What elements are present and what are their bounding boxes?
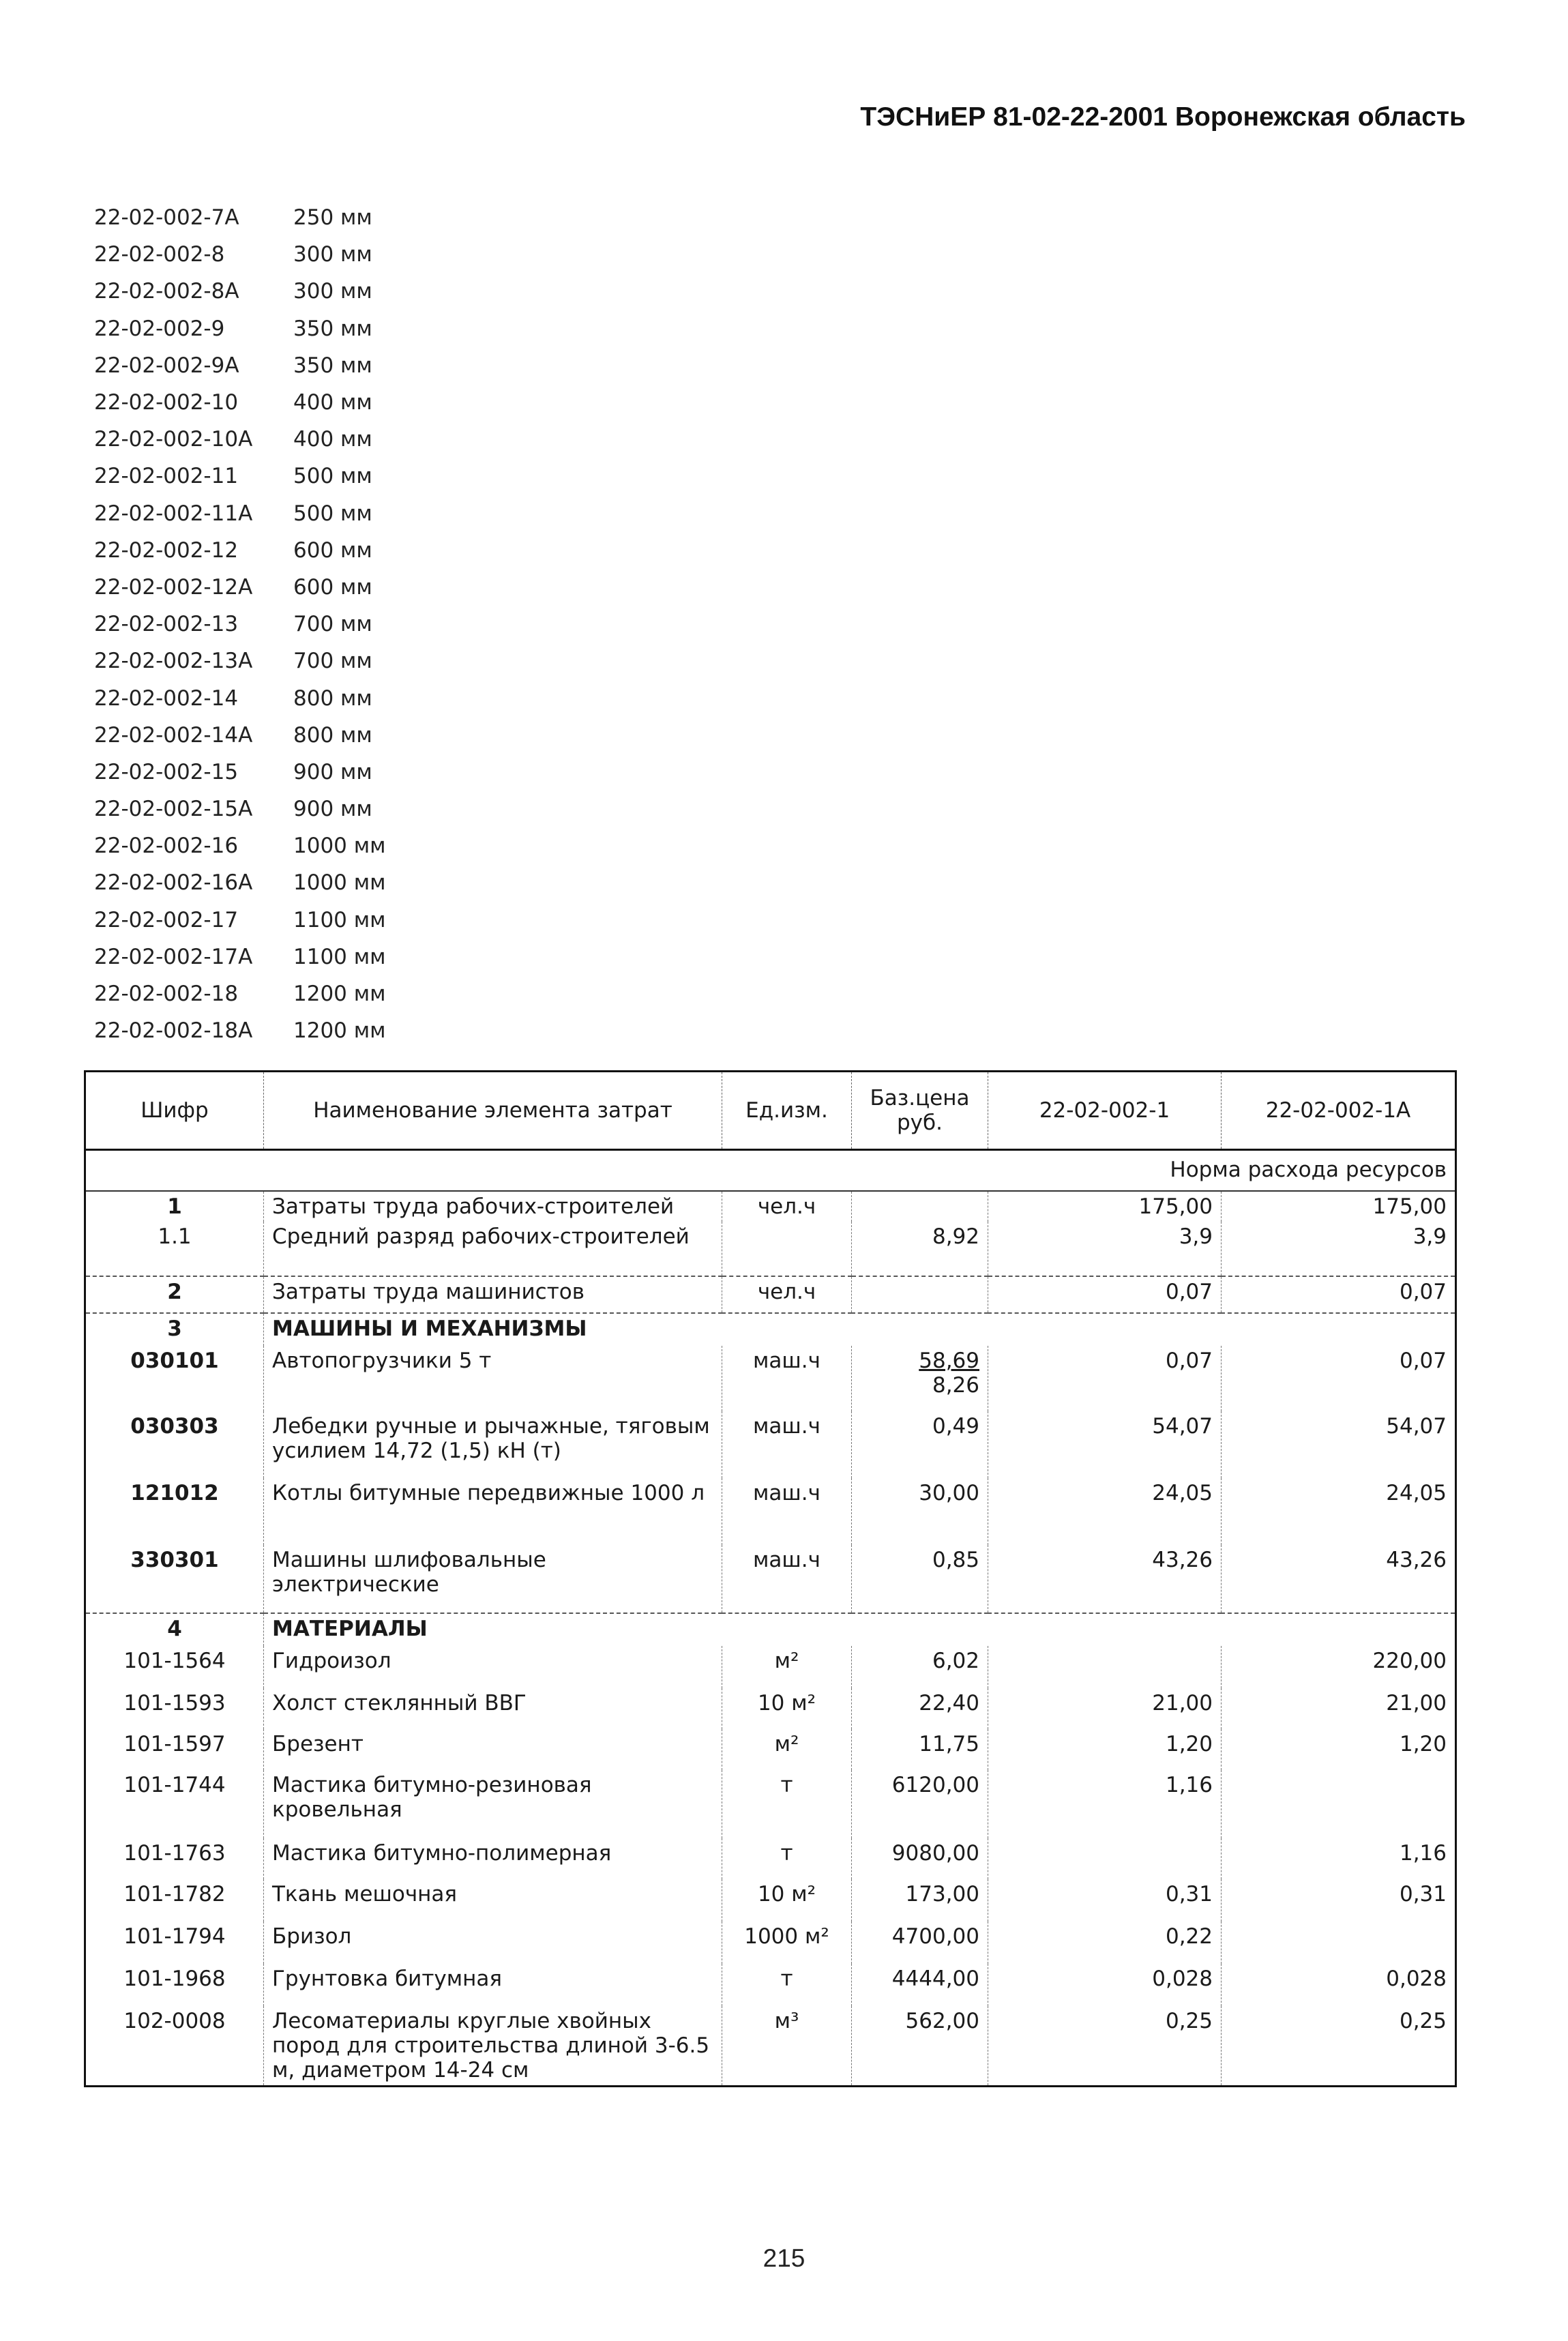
code-list-code: 22-02-002-12 [94, 538, 239, 563]
cell-value-2: 0,25 [1399, 2009, 1447, 2033]
cell-code: 3 [85, 1313, 264, 1346]
cell-unit: чел.ч [722, 1191, 852, 1222]
code-list-code: 22-02-002-16 [94, 834, 239, 859]
norm-label: Норма расхода ресурсов [85, 1150, 1456, 1192]
cell-price: 562,00 [852, 2006, 988, 2087]
cell-value-1: 3,9 [988, 1222, 1222, 1276]
header-code: Шифр [85, 1072, 264, 1150]
cell-unit: м² [722, 1646, 852, 1688]
cell-unit: 10 м² [722, 1879, 852, 1922]
cell-value-1 [988, 1838, 1222, 1879]
code-list-item [94, 606, 386, 643]
cell-value-2: 54,07 [1386, 1414, 1447, 1439]
code-list-code: 22-02-002-10 [94, 390, 239, 415]
code-list-size: 600 мм [293, 538, 372, 563]
code-list-item [94, 458, 386, 495]
code-list-item [94, 679, 386, 716]
cell-value-1: 24,05 [988, 1478, 1222, 1545]
cell-value-1: 0,22 [988, 1922, 1222, 1964]
code-list-item [94, 864, 386, 901]
cell-value-2 [1222, 1922, 1456, 1964]
cell-price: 22,40 [852, 1688, 988, 1729]
code-list-size: 400 мм [293, 427, 372, 452]
code-list-size: 500 мм [293, 464, 372, 489]
code-list-item [94, 791, 386, 827]
document-header-title: ТЭСНиЕР 81-02-22-2001 Воронежская область [860, 102, 1466, 132]
cell-section-title: МАТЕРИАЛЫ [264, 1613, 1456, 1646]
code-list-size: 300 мм [293, 279, 372, 304]
cell-price-value: 58,69 [919, 1349, 979, 1373]
table-row [85, 1411, 1456, 1478]
header-price: Баз.цена руб. [852, 1072, 988, 1150]
cell-value-1: 21,00 [988, 1688, 1222, 1729]
cell-name: Ткань мешочная [264, 1879, 722, 1922]
cell-unit: т [722, 1838, 852, 1879]
norm-label-row [85, 1150, 1456, 1192]
cell-price [852, 1191, 988, 1222]
page-number: 215 [763, 2244, 805, 2272]
cell-price [852, 1276, 988, 1313]
cell-price: 173,00 [852, 1879, 988, 1922]
code-list-item [94, 495, 386, 532]
code-list-size: 250 мм [293, 205, 372, 231]
code-list-code: 22-02-002-17А [94, 944, 253, 969]
cell-value-1: 175,00 [988, 1191, 1222, 1222]
code-list-item [94, 569, 386, 606]
cell-code: 1.1 [85, 1222, 264, 1276]
table-row [85, 2006, 1456, 2087]
cell-unit: маш.ч [722, 1411, 852, 1478]
code-list-item [94, 827, 386, 864]
cell-name: Бризол [264, 1922, 722, 1964]
cell-unit: м³ [722, 2006, 852, 2087]
code-list-size: 600 мм [293, 574, 372, 600]
cell-code: 330301 [85, 1545, 264, 1613]
code-list-code: 22-02-002-13А [94, 649, 253, 674]
code-size-list [94, 199, 386, 1049]
code-list-size: 350 мм [293, 316, 372, 341]
code-list-item [94, 347, 386, 384]
code-list-size: 1100 мм [293, 944, 386, 969]
cell-code: 101-1968 [85, 1964, 264, 2006]
cell-name: Лесоматериалы круглые хвойных пород для строительства длиной 3-6.5 м, диаметром 14-24 см [264, 2006, 722, 2087]
cell-value-2: 1,20 [1399, 1732, 1447, 1756]
code-list-size: 900 мм [293, 797, 372, 822]
cell-unit: т [722, 1964, 852, 2006]
cell-price: 8,92 [852, 1222, 988, 1276]
cell-price: 6120,00 [852, 1770, 988, 1838]
header-col1: 22-02-002-1 [988, 1072, 1222, 1150]
cell-price: 11,75 [852, 1729, 988, 1770]
code-list-size: 1200 мм [293, 1018, 386, 1044]
code-list-size: 900 мм [293, 759, 372, 784]
table-row [85, 1922, 1456, 1964]
cell-value-1: 0,25 [988, 2006, 1222, 2087]
cell-value-1: 43,26 [988, 1545, 1222, 1613]
cell-value-2: 175,00 [1372, 1194, 1447, 1219]
code-list-size: 1000 мм [293, 834, 386, 859]
code-list-item [94, 754, 386, 791]
cell-value-2: 24,05 [1386, 1481, 1447, 1505]
code-list-size: 500 мм [293, 501, 372, 526]
cell-value-2: 220,00 [1372, 1649, 1447, 1673]
code-list-code: 22-02-002-8 [94, 242, 225, 267]
table-row [85, 1964, 1456, 2006]
cell-price: 0,85 [852, 1545, 988, 1613]
code-list-code: 22-02-002-18А [94, 1018, 253, 1044]
cell-value-1: 1,16 [988, 1770, 1222, 1838]
table-row [85, 1191, 1456, 1222]
cell-code: 101-1597 [85, 1729, 264, 1770]
cell-code: 2 [85, 1276, 264, 1313]
cell-price: 30,00 [852, 1478, 988, 1545]
cell-code: 1 [85, 1191, 264, 1222]
table-row [85, 1478, 1456, 1545]
table-row [85, 1879, 1456, 1922]
cell-name: Автопогрузчики 5 т [264, 1346, 722, 1411]
table-row [85, 1688, 1456, 1729]
code-list-item [94, 532, 386, 569]
cell-unit: маш.ч [722, 1346, 852, 1411]
code-list-item [94, 902, 386, 939]
cell-value-1: 0,07 [988, 1346, 1222, 1411]
code-list-item [94, 939, 386, 975]
cell-price-value-2: 8,26 [932, 1373, 979, 1398]
code-list-size: 800 мм [293, 686, 372, 711]
cell-value-1: 54,07 [988, 1411, 1222, 1478]
cell-name: Гидроизол [264, 1646, 722, 1688]
cell-name: Холст стеклянный ВВГ [264, 1688, 722, 1729]
cell-code: 030101 [85, 1346, 264, 1411]
cell-code: 101-1564 [85, 1646, 264, 1688]
cell-code: 121012 [85, 1478, 264, 1545]
table-row [85, 1313, 1456, 1346]
cell-unit: чел.ч [722, 1276, 852, 1313]
cell-value-2: 1,16 [1399, 1841, 1447, 1866]
cell-value-1: 0,31 [988, 1879, 1222, 1922]
cell-value-2: 3,9 [1412, 1224, 1447, 1249]
header-col2: 22-02-002-1А [1222, 1072, 1456, 1150]
cell-name: Мастика битумно-полимерная [264, 1838, 722, 1879]
code-list-item [94, 199, 386, 236]
code-list-code: 22-02-002-15А [94, 797, 253, 822]
table-row [85, 1346, 1456, 1411]
table-body [85, 1150, 1456, 2087]
cell-value-1: 0,07 [988, 1276, 1222, 1313]
table-row [85, 1613, 1456, 1646]
cell-value-2: 43,26 [1386, 1548, 1447, 1572]
cell-code: 030303 [85, 1411, 264, 1478]
table-row [85, 1646, 1456, 1688]
code-list-code: 22-02-002-11 [94, 464, 239, 489]
table-row [85, 1222, 1456, 1276]
table-row [85, 1838, 1456, 1879]
code-list-size: 1200 мм [293, 982, 386, 1007]
code-list-item [94, 310, 386, 347]
cell-unit [722, 1222, 852, 1276]
code-list-item [94, 384, 386, 421]
cell-name: Котлы битумные передвижные 1000 л [264, 1478, 722, 1545]
cell-value-1 [988, 1646, 1222, 1688]
header-unit: Ед.изм. [722, 1072, 852, 1150]
code-list-code: 22-02-002-14А [94, 722, 253, 748]
code-list-code: 22-02-002-9 [94, 316, 225, 341]
cell-unit: м² [722, 1729, 852, 1770]
cell-name: Лебедки ручные и рычажные, тяговым усилием 14,72 (1,5) кН (т) [264, 1411, 722, 1478]
cell-name: Средний разряд рабочих-строителей [264, 1222, 722, 1276]
code-list-code: 22-02-002-15 [94, 759, 239, 784]
cell-code: 101-1794 [85, 1922, 264, 1964]
code-list-item [94, 1012, 386, 1049]
cell-code: 101-1593 [85, 1688, 264, 1729]
code-list-code: 22-02-002-16А [94, 870, 253, 896]
cell-section-title: МАШИНЫ И МЕХАНИЗМЫ [264, 1313, 1456, 1346]
cell-value-1: 1,20 [988, 1729, 1222, 1770]
cell-name: Мастика битумно-резиновая кровельная [264, 1770, 722, 1838]
code-list-size: 350 мм [293, 353, 372, 378]
header-name: Наименование элемента затрат [264, 1072, 722, 1150]
code-list-item [94, 236, 386, 273]
cell-value-2: 0,07 [1399, 1349, 1447, 1373]
code-list-code: 22-02-002-17 [94, 907, 239, 932]
table-row [85, 1545, 1456, 1613]
cell-value-2: 0,028 [1386, 1967, 1447, 1991]
code-list-code: 22-02-002-12А [94, 574, 253, 600]
code-list-size: 400 мм [293, 390, 372, 415]
cell-name: Грунтовка битумная [264, 1964, 722, 2006]
cell-code: 101-1782 [85, 1879, 264, 1922]
cell-price: 4700,00 [852, 1922, 988, 1964]
cell-name: Брезент [264, 1729, 722, 1770]
code-list-code: 22-02-002-11А [94, 501, 253, 526]
cell-unit: маш.ч [722, 1545, 852, 1613]
cell-value-2 [1222, 1770, 1456, 1838]
code-list-code: 22-02-002-13 [94, 612, 239, 637]
code-list-size: 800 мм [293, 722, 372, 748]
cell-price [852, 1346, 988, 1411]
resource-norms-table [84, 1070, 1457, 2087]
cell-value-2: 0,31 [1399, 1882, 1447, 1906]
code-list-code: 22-02-002-10А [94, 427, 253, 452]
cell-unit: 10 м² [722, 1688, 852, 1729]
code-list-size: 300 мм [293, 242, 372, 267]
code-list-code: 22-02-002-7А [94, 205, 239, 231]
table-row [85, 1729, 1456, 1770]
table-row [85, 1770, 1456, 1838]
code-list-item [94, 717, 386, 754]
cell-price: 6,02 [852, 1646, 988, 1688]
code-list-item [94, 643, 386, 679]
cell-value-2: 21,00 [1386, 1691, 1447, 1716]
code-list-item [94, 273, 386, 310]
code-list-code: 22-02-002-8А [94, 279, 239, 304]
cell-name: Затраты труда рабочих-строителей [264, 1191, 722, 1222]
code-list-size: 1000 мм [293, 870, 386, 896]
cell-value-2: 0,07 [1222, 1276, 1456, 1313]
code-list-code: 22-02-002-18 [94, 982, 239, 1007]
code-list-code: 22-02-002-14 [94, 686, 239, 711]
cell-unit: т [722, 1770, 852, 1838]
code-list-size: 1100 мм [293, 907, 386, 932]
code-list-size: 700 мм [293, 649, 372, 674]
cell-name: Затраты труда машинистов [264, 1276, 722, 1313]
cell-code: 102-0008 [85, 2006, 264, 2087]
code-list-item [94, 421, 386, 458]
table-header-row [85, 1072, 1456, 1150]
code-list-size: 700 мм [293, 612, 372, 637]
cell-unit: маш.ч [722, 1478, 852, 1545]
cell-price: 0,49 [852, 1411, 988, 1478]
cell-value-1: 0,028 [988, 1964, 1222, 2006]
cell-code: 101-1744 [85, 1770, 264, 1838]
cell-unit: 1000 м² [722, 1922, 852, 1964]
cell-code: 4 [85, 1613, 264, 1646]
cell-price: 4444,00 [852, 1964, 988, 2006]
cell-name: Машины шлифовальные электрические [264, 1545, 722, 1613]
code-list-item [94, 975, 386, 1012]
cell-code: 101-1763 [85, 1838, 264, 1879]
code-list-code: 22-02-002-9А [94, 353, 239, 378]
cell-price: 9080,00 [852, 1838, 988, 1879]
table-row [85, 1276, 1456, 1313]
